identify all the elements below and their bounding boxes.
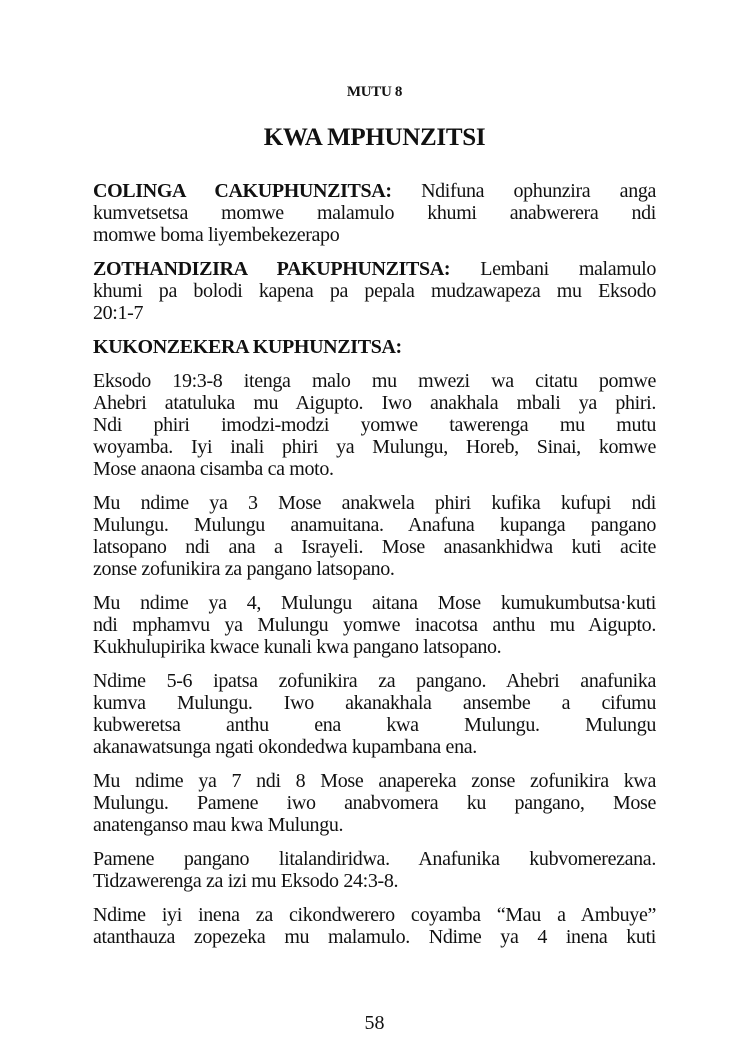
text-line: ndi mphamvu ya Mulungu yomwe inacotsa anthu mu Aigupto. bbox=[93, 614, 656, 636]
text-line: anatenganso mau kwa Mulungu. bbox=[93, 814, 344, 836]
text-line: Ndime 5-6 ipatsa zofunikira za pangano. Ahebri anafunika bbox=[93, 670, 656, 692]
page-title: KWA MPHUNZITSI bbox=[263, 124, 486, 151]
text-line: zonse zofunikira za pangano latsopano. bbox=[93, 558, 395, 580]
section-preparation bbox=[93, 336, 656, 358]
body-text bbox=[93, 180, 656, 960]
text-line: momwe boma liyembekezerapo bbox=[93, 224, 340, 246]
text-line: Ahebri atatuluka mu Aigupto. Iwo anakhala mbali ya phiri. bbox=[93, 392, 656, 414]
page-number: 58 bbox=[364, 1012, 385, 1034]
text-line: woyamba. Iyi inali phiri ya Mulungu, Horeb, Sinai, komwe bbox=[93, 436, 656, 458]
text-line: akanawatsunga ngati okondedwa kupambana ena. bbox=[93, 736, 477, 758]
chapter-number: MUTU 8 bbox=[346, 84, 403, 100]
paragraph bbox=[93, 670, 656, 758]
section-label: KUKONZEKERA KUPHUNZITSA: bbox=[93, 336, 402, 358]
text-line: Mulungu. Mulungu anamuitana. Anafuna kupanga pangano bbox=[93, 514, 656, 536]
text-line: khumi pa bolodi kapena pa pepala mudzawapeza mu Eksodo bbox=[93, 280, 656, 302]
text-line: Lembani malamulo bbox=[480, 258, 656, 280]
text-line: kumva Mulungu. Iwo akanakhala ansembe a cifumu bbox=[93, 692, 656, 714]
text-line: Ndime iyi inena za cikondwerero coyamba “Mau a Ambuye” bbox=[93, 904, 656, 926]
paragraph bbox=[93, 592, 656, 658]
text-line: kubweretsa anthu ena kwa Mulungu. Mulungu bbox=[93, 714, 656, 736]
text-line: latsopano ndi ana a Israyeli. Mose anasankhidwa kuti acite bbox=[93, 536, 656, 558]
section-objective bbox=[93, 180, 656, 246]
paragraph bbox=[93, 370, 656, 480]
text-line: Mu ndime ya 3 Mose anakwela phiri kufika kufupi ndi bbox=[93, 492, 656, 514]
text-line: Mu ndime ya 7 ndi 8 Mose anapereka zonse zofunikira kwa bbox=[93, 770, 656, 792]
paragraph bbox=[93, 904, 656, 948]
text-line: Mulungu. Pamene iwo anabvomera ku pangano, Mose bbox=[93, 792, 656, 814]
text-line: Mose anaona cisamba ca moto. bbox=[93, 458, 334, 480]
text-line: Eksodo 19:3-8 itenga malo mu mwezi wa citatu pomwe bbox=[93, 370, 656, 392]
paragraph bbox=[93, 770, 656, 836]
text-line: Ndi phiri imodzi-modzi yomwe tawerenga mu mutu bbox=[93, 414, 656, 436]
text-line: Kukhulupirika kwace kunali kwa pangano latsopano. bbox=[93, 636, 502, 658]
text-line: kumvetsetsa momwe malamulo khumi anabwerera ndi bbox=[93, 202, 656, 224]
paragraph bbox=[93, 492, 656, 580]
text-line: Tidzawerenga za izi mu Eksodo 24:3-8. bbox=[93, 870, 399, 892]
section-materials bbox=[93, 258, 656, 324]
section-label: COLINGA CAKUPHUNZITSA: bbox=[93, 180, 392, 202]
text-line: atanthauza zopezeka mu malamulo. Ndime ya 4 inena kuti bbox=[93, 926, 656, 948]
paragraph bbox=[93, 848, 656, 892]
text-line: Pamene pangano litalandiridwa. Anafunika kubvomerezana. bbox=[93, 848, 656, 870]
text-line: Ndifuna ophunzira anga bbox=[421, 180, 657, 202]
text-line: 20:1-7 bbox=[93, 302, 144, 324]
text-line: Mu ndime ya 4, Mulungu aitana Mose kumukumbutsa·kuti bbox=[93, 592, 656, 614]
section-label: ZOTHANDIZIRA PAKUPHUNZITSA: bbox=[93, 258, 451, 280]
